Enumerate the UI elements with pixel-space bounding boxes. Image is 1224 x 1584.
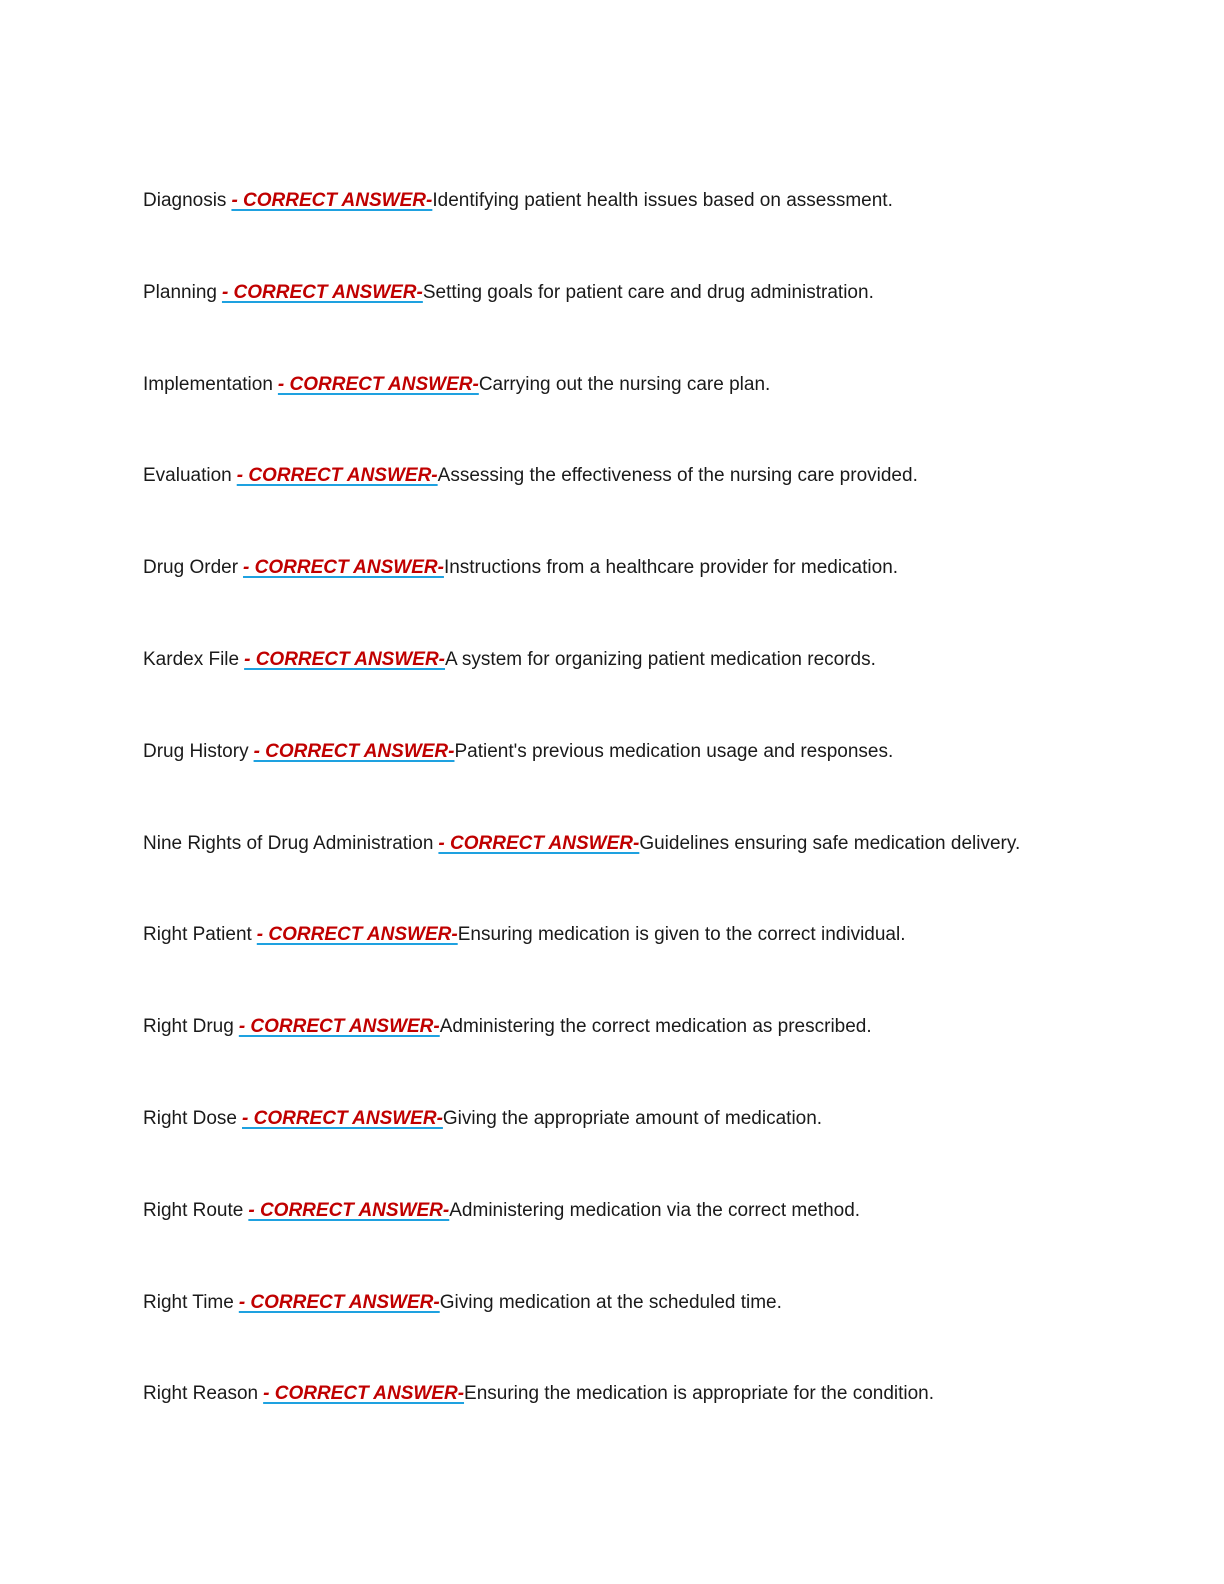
entry-term: Planning	[143, 281, 217, 303]
entry-definition: Ensuring medication is given to the correct individual.	[457, 924, 906, 946]
entry-definition: Giving medication at the scheduled time.	[439, 1291, 782, 1313]
correct-answer-marker: - CORRECT ANSWER-	[253, 740, 455, 762]
flashcard-entry	[143, 737, 1183, 829]
entry-definition: Administering the correct medication as prescribed.	[439, 1016, 872, 1038]
entry-definition: A system for organizing patient medication records.	[445, 648, 876, 670]
flashcard-entry	[143, 186, 1183, 278]
flashcard-entry	[143, 1379, 1183, 1471]
correct-answer-marker: - CORRECT ANSWER-	[238, 1016, 440, 1038]
entry-term: Drug History	[143, 740, 249, 762]
flashcard-entry	[143, 920, 1183, 1012]
entry-definition: Carrying out the nursing care plan.	[478, 373, 771, 395]
correct-answer-marker: - CORRECT ANSWER-	[238, 1291, 440, 1313]
entry-definition: Setting goals for patient care and drug administration.	[422, 281, 874, 303]
correct-answer-marker: - CORRECT ANSWER-	[244, 648, 446, 670]
flashcard-entry	[143, 1196, 1183, 1288]
entry-term: Implementation	[143, 373, 273, 395]
entry-term: Diagnosis	[143, 190, 227, 211]
entry-term: Right Dose	[143, 1107, 237, 1129]
entry-term: Right Patient	[143, 924, 252, 946]
entry-term: Drug Order	[143, 557, 239, 579]
flashcard-list	[143, 186, 1183, 1471]
flashcard-entry	[143, 1012, 1183, 1104]
entry-definition: Patient's previous medication usage and responses.	[454, 740, 894, 762]
entry-term: Nine Rights of Drug Administration	[143, 832, 434, 854]
correct-answer-marker: - CORRECT ANSWER-	[221, 281, 423, 303]
flashcard-entry	[143, 461, 1183, 553]
correct-answer-marker: - CORRECT ANSWER-	[438, 832, 640, 854]
entry-definition: Instructions from a healthcare provider for medication.	[443, 557, 899, 579]
flashcard-entry	[143, 1288, 1183, 1380]
correct-answer-marker: - CORRECT ANSWER-	[231, 190, 433, 211]
flashcard-entry	[143, 370, 1183, 462]
entry-definition: Identifying patient health issues based on assessment.	[432, 190, 893, 211]
entry-term: Right Time	[143, 1291, 234, 1313]
correct-answer-marker: - CORRECT ANSWER-	[243, 557, 444, 579]
entry-term: Evaluation	[143, 465, 232, 487]
correct-answer-marker: - CORRECT ANSWER-	[248, 1199, 450, 1221]
flashcard-entry	[143, 278, 1183, 370]
correct-answer-marker: - CORRECT ANSWER-	[256, 924, 458, 946]
correct-answer-marker: - CORRECT ANSWER-	[236, 465, 438, 487]
flashcard-entry	[143, 553, 1183, 645]
entry-definition: Assessing the effectiveness of the nursing care provided.	[437, 465, 918, 487]
entry-definition: Giving the appropriate amount of medication.	[442, 1107, 823, 1129]
entry-term: Right Route	[143, 1199, 244, 1221]
entry-term: Kardex File	[143, 648, 240, 670]
flashcard-entry	[143, 1104, 1183, 1196]
entry-term: Right Drug	[143, 1016, 234, 1038]
flashcard-entry	[143, 829, 1183, 921]
entry-term: Right Reason	[143, 1383, 259, 1405]
correct-answer-marker: - CORRECT ANSWER-	[277, 373, 479, 395]
correct-answer-marker: - CORRECT ANSWER-	[242, 1107, 443, 1129]
entry-definition: Administering medication via the correct method.	[449, 1199, 861, 1221]
flashcard-entry	[143, 645, 1183, 737]
correct-answer-marker: - CORRECT ANSWER-	[263, 1383, 465, 1405]
entry-definition: Guidelines ensuring safe medication delivery.	[639, 832, 1021, 854]
entry-definition: Ensuring the medication is appropriate for the condition.	[464, 1383, 935, 1405]
